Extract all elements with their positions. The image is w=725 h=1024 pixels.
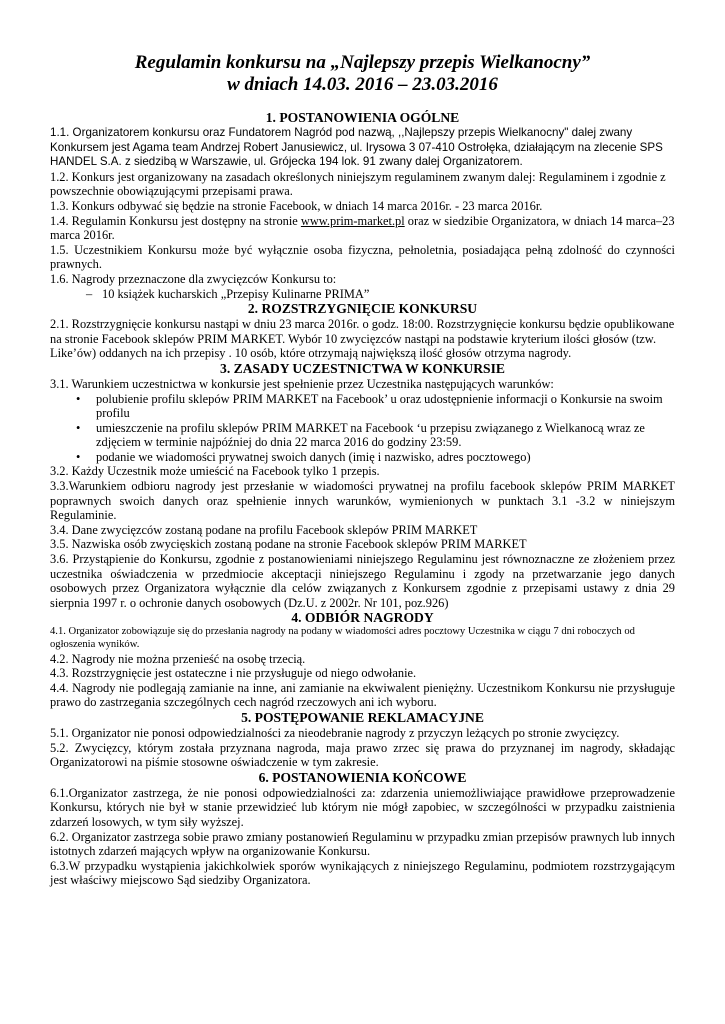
paragraph-3-4: 3.4. Dane zwycięzców zostaną podane na profilu Facebook sklepów PRIM MARKET	[50, 522, 478, 537]
paragraph-1-4	[50, 214, 675, 243]
paragraph-3-6: 3.6. Przystąpienie do Konkursu, zgodnie z postanowieniami niniejszego Regulaminu jest równoznaczne ze złożeniem przez uczestnika oświadczenia w przedmiocie akceptacji niniejszego Regulaminu i zgody na przetwarzanie jego danych osobowych przez Organizatora wyłącznie dla celów związanych z Konkursem zgodnie z przepisami ustawy z dnia 29 sierpnia 1997 r. o ochronie danych osobowych (Dz.U. z 2002r. Nr 101, poz.926)	[50, 552, 675, 610]
paragraph-5-1: 5.1. Organizator nie ponosi odpowiedzialności za nieodebranie nagrody z przyczyn leżących po stronie zwycięzcy.	[50, 725, 620, 740]
title-line-2: w dniach 14.03. 2016 – 23.03.2016	[227, 74, 498, 95]
section-heading: 1. POSTANOWIENIA OGÓLNE	[265, 110, 460, 125]
paragraph-1-1: 1.1. Organizatorem konkursu oraz Fundatorem Nagród pod nazwą, ,,Najlepszy przepis Wielkanocny" dalej zwany Konkursem jest Agama team Andrzej Robert Janusiewicz, ul. Irysowa 3 07-410 Ostrołęka, działającym na zlecenie SPS HANDEL S.A. z siedzibą w Warszawie, ul. Grójecka 194 lok. 91 zwany dalej Organizatorem.	[50, 126, 663, 169]
section-heading: 2. ROZSTRZYGNIĘCIE KONKURSU	[247, 301, 478, 317]
prize-list	[50, 287, 675, 302]
section-final-provisions	[50, 770, 675, 888]
paragraph-1-4-text-end: oraz w siedzibie Organizatora, w dniach 14 marca–23 marca 2016r.	[50, 213, 675, 243]
section-prize-collection	[50, 610, 675, 710]
conditions-list	[50, 392, 675, 465]
list-item: • polubienie profilu sklepów PRIM MARKET na Facebook’ u oraz udostępnienie informacji o Konkursie na swoim profilu	[50, 392, 675, 421]
paragraph-3-1: 3.1. Warunkiem uczestnictwa w konkursie jest spełnienie przez Uczestnika następujących warunków:	[50, 376, 554, 391]
paragraph-3-3: 3.3.Warunkiem odbioru nagrody jest przesłanie w wiadomości prywatnej na profilu facebook sklepów PRIM MARKET poprawnych swoich danych oraz spełnienie innych warunków, wymienionych w punktach 3.1 -3.2 w niniejszym Regulaminie.	[50, 479, 675, 523]
section-resolution	[50, 301, 675, 361]
section-heading: 4. ODBIÓR NAGRODY	[291, 610, 434, 626]
paragraph-1-3: 1.3. Konkurs odbywać się będzie na stronie Facebook, w dniach 14 marca 2016r. - 23 marca 2016r.	[50, 198, 543, 213]
paragraph-4-1: 4.1. Organizator zobowiązuje się do przesłania nagrody na podany w wiadomości adres pocztowy Uczestnika w ciągu 7 dni roboczych od ogłoszenia wyników.	[50, 626, 635, 650]
section-heading: 3. ZASADY UCZESTNICTWA W KONKURSIE	[220, 360, 505, 376]
section-general-provisions	[50, 110, 675, 301]
paragraph-1-2: 1.2. Konkurs jest organizowany na zasadach określonych niniejszym regulaminem zwanym dalej: Regulaminem i zgodnie z powszechnie obowiązującymi przepisami prawa.	[50, 169, 666, 199]
paragraph-6-3: 6.3.W przypadku wystąpienia jakichkolwiek sporów wynikających z niniejszego Regulaminu, podmiotem rozstrzygającym jest właściwy miejscowo Sąd siedziby Organizatora.	[50, 858, 675, 888]
section-complaints	[50, 710, 675, 770]
section-heading: 6. POSTANOWIENIA KOŃCOWE	[258, 769, 467, 785]
paragraph-1-5: 1.5. Uczestnikiem Konkursu może być wyłącznie osoba fizyczna, pełnoletnia, posiadająca pełną zdolność do czynności prawnych.	[50, 242, 675, 272]
list-item: • podanie we wiadomości prywatnej swoich danych (imię i nazwisko, adres pocztowego)	[50, 450, 675, 465]
document-title	[50, 52, 675, 96]
section-heading: 5. POSTĘPOWANIE REKLAMACYJNE	[241, 709, 484, 725]
paragraph-5-2: 5.2. Zwycięzcy, którym została przyznana nagroda, maja prawo zrzec się prawa do przyznanej im nagrody, składając Organizatorowi na piśmie stosowne oświadczenie w tym zakresie.	[50, 740, 675, 770]
section-participation-rules	[50, 361, 675, 611]
paragraph-1-4-text: 1.4. Regulamin Konkursu jest dostępny na stronie	[50, 213, 301, 228]
title-line-1: Regulamin konkursu na „Najlepszy przepis Wielkanocny”	[134, 52, 591, 73]
paragraph-3-5: 3.5. Nazwiska osób zwycięskich zostaną podane na stronie Facebook sklepów PRIM MARKET	[50, 537, 527, 552]
document-page	[50, 52, 675, 888]
paragraph-1-6: 1.6. Nagrody przeznaczone dla zwycięzców Konkursu to:	[50, 271, 337, 286]
paragraph-6-2: 6.2. Organizator zastrzega sobie prawo zmiany postanowień Regulaminu w przypadku zmian przepisów prawnych lub innych istotnych zdarzeń mających wpływ na organizowanie Konkursu.	[50, 829, 675, 859]
paragraph-4-2: 4.2. Nagrody nie można przenieść na osobę trzecią.	[50, 651, 306, 666]
paragraph-4-4: 4.4. Nagrody nie podlegają zamianie na inne, ani zamianie na ekwiwalent pieniężny. Uczestnikom Konkursu nie przysługuje prawo do zastrzegania szczególnych cech nagród rzeczowych ani ich wyboru.	[50, 680, 675, 710]
paragraph-2-1: 2.1. Rozstrzygnięcie konkursu nastąpi w dniu 23 marca 2016r. o godz. 18:00. Rozstrzygnięcie konkursu będzie opublikowane na stronie Facebook sklepów PRIM MARKET. Wybór 10 zwycięzców nastąpi na podstawie kryterium ilości głosów (tzw. Like’ów) oddanych na ich przepisy . 10 osób, które otrzymają największą ilość głosów otrzyma nagrody.	[50, 317, 675, 361]
paragraph-6-1: 6.1.Organizator zastrzega, że nie ponosi odpowiedzialności za: zdarzenia uniemożliwiające prawidłowe przeprowadzenie Konkursu, których nie był w stanie przewidzieć lub którym nie mógł zapobiec, w szczególności w przypadku zaistnienia zdarzeń losowych, w tym siły wyższej.	[50, 785, 675, 829]
list-item: – 10 książek kucharskich „Przepisy Kulinarne PRIMA”	[50, 287, 675, 302]
paragraph-4-3: 4.3. Rozstrzygnięcie jest ostateczne i nie przysługuje od niego odwołanie.	[50, 666, 417, 681]
paragraph-3-2: 3.2. Każdy Uczestnik może umieścić na Facebook tylko 1 przepis.	[50, 464, 380, 479]
list-item: • umieszczenie na profilu sklepów PRIM MARKET na Facebook ‘u przepisu związanego z Wielkanocą wraz ze zdjęciem w terminie najpóźniej do dnia 22 marca 2016 do godziny 23:59.	[50, 421, 675, 450]
website-link[interactable]: www.prim-market.pl	[300, 213, 405, 228]
